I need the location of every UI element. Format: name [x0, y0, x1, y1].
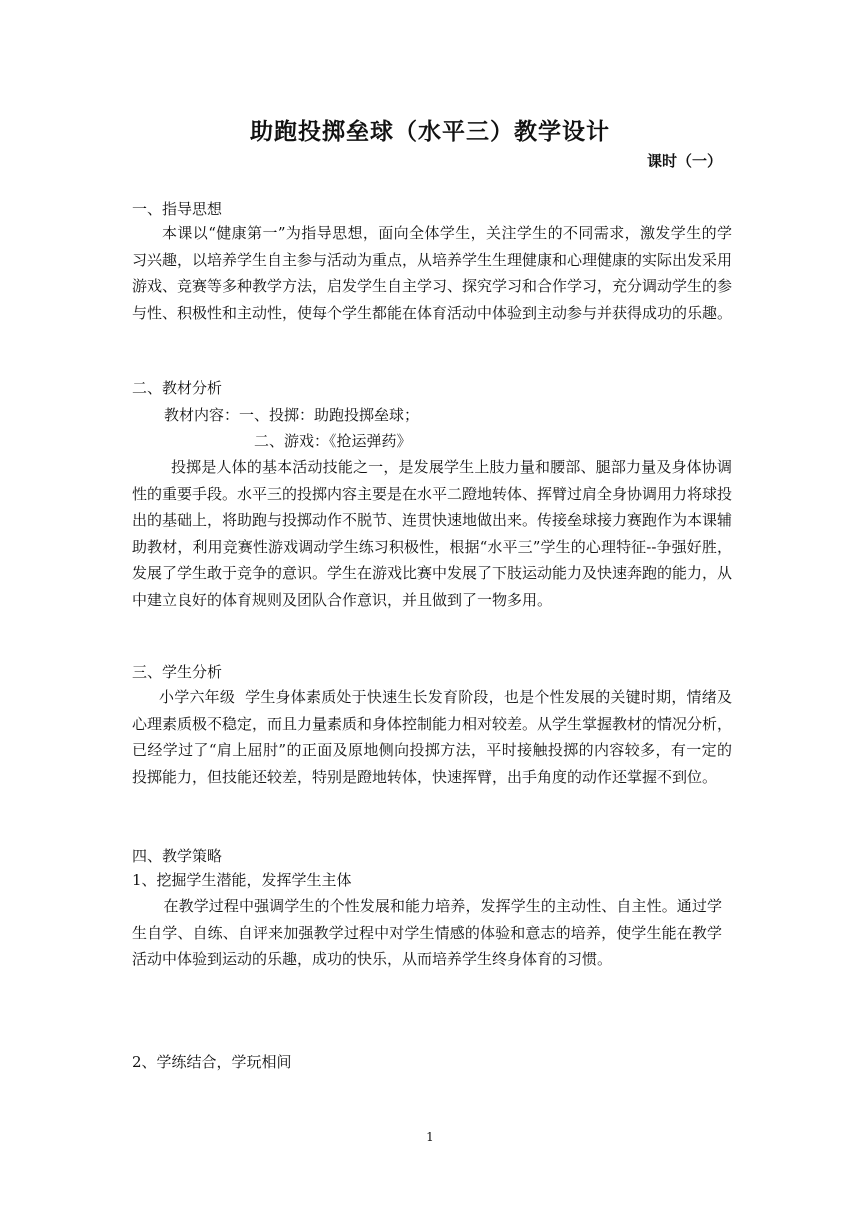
- section-heading-material: 二、教材分析: [132, 379, 223, 397]
- student-paragraph: 小学六年级 学生身体素质处于快速生长发育阶段，也是个性发展的关键时期，情绪及心理素质极不稳定，而且力量素质和身体控制能力相对较差。从学生掌握教材的情况分析，已经学过了“肩上屈肘”的正面及原地侧向投掷方法，平时接触投掷的内容较多，有一定的投掷能力，但技能还较差，特别是蹬地转体，快速挥臂，出手角度的动作还掌握不到位。: [132, 688, 733, 786]
- section-heading-strategy: 四、教学策略: [132, 847, 223, 865]
- page-number: 1: [426, 1130, 434, 1144]
- section-heading-guiding: 一、指导思想: [132, 200, 223, 218]
- strategy-item-1-paragraph: 在教学过程中强调学生的个性发展和能力培养，发挥学生的主动性、自主性。通过学生自学、自练、自评来加强教学过程中对学生情感的体验和意志的培养，使学生能在教学活动中体验到运动的乐趣，成功的快乐，从而培养学生终身体育的习惯。: [132, 897, 722, 969]
- guiding-paragraph: 本课以“健康第一”为指导思想，面向全体学生，关注学生的不同需求，激发学生的学习兴趣，以培养学生自主参与活动为重点，从培养学生生理健康和心理健康的实际出发采用游戏、竞赛等多种教学方法，启发学生自主学习、探究学习和合作学习，充分调动学生的参与性、积极性和主动性，使每个学生都能在体育活动中体验到主动参与并获得成功的乐趣。: [132, 224, 733, 322]
- document-title: 助跑投掷垒球（水平三）教学设计: [250, 119, 610, 145]
- section-heading-student: 三、学生分析: [132, 663, 223, 681]
- material-content-line-1: 教材内容：一、投掷：助跑投掷垒球；: [164, 406, 420, 424]
- strategy-item-2-title: 2、学练结合，学玩相间: [132, 1053, 292, 1071]
- lesson-label: 课时（一）: [646, 152, 722, 170]
- material-content-line-2: 二、游戏：《抢运弹药》: [254, 432, 412, 450]
- strategy-item-1-title: 1、挖掘学生潜能，发挥学生主体: [132, 871, 352, 889]
- material-paragraph: 投掷是人体的基本活动技能之一，是发展学生上肢力量和腰部、腿部力量及身体协调性的重要手段。水平三的投掷内容主要是在水平二蹬地转体、挥臂过肩全身协调用力将球投出的基础上，将助跑与投掷动作不脱节、连贯快速地做出来。传接垒球接力赛跑作为本课辅助教材，利用竞赛性游戏调动学生练习积极性，根据“水平三”学生的心理特征--争强好胜，发展了学生敢于竞争的意识。学生在游戏比赛中发展了下肢运动能力及快速奔跑的能力，从中建立良好的体育规则及团队合作意识，并且做到了一物多用。: [132, 458, 733, 609]
